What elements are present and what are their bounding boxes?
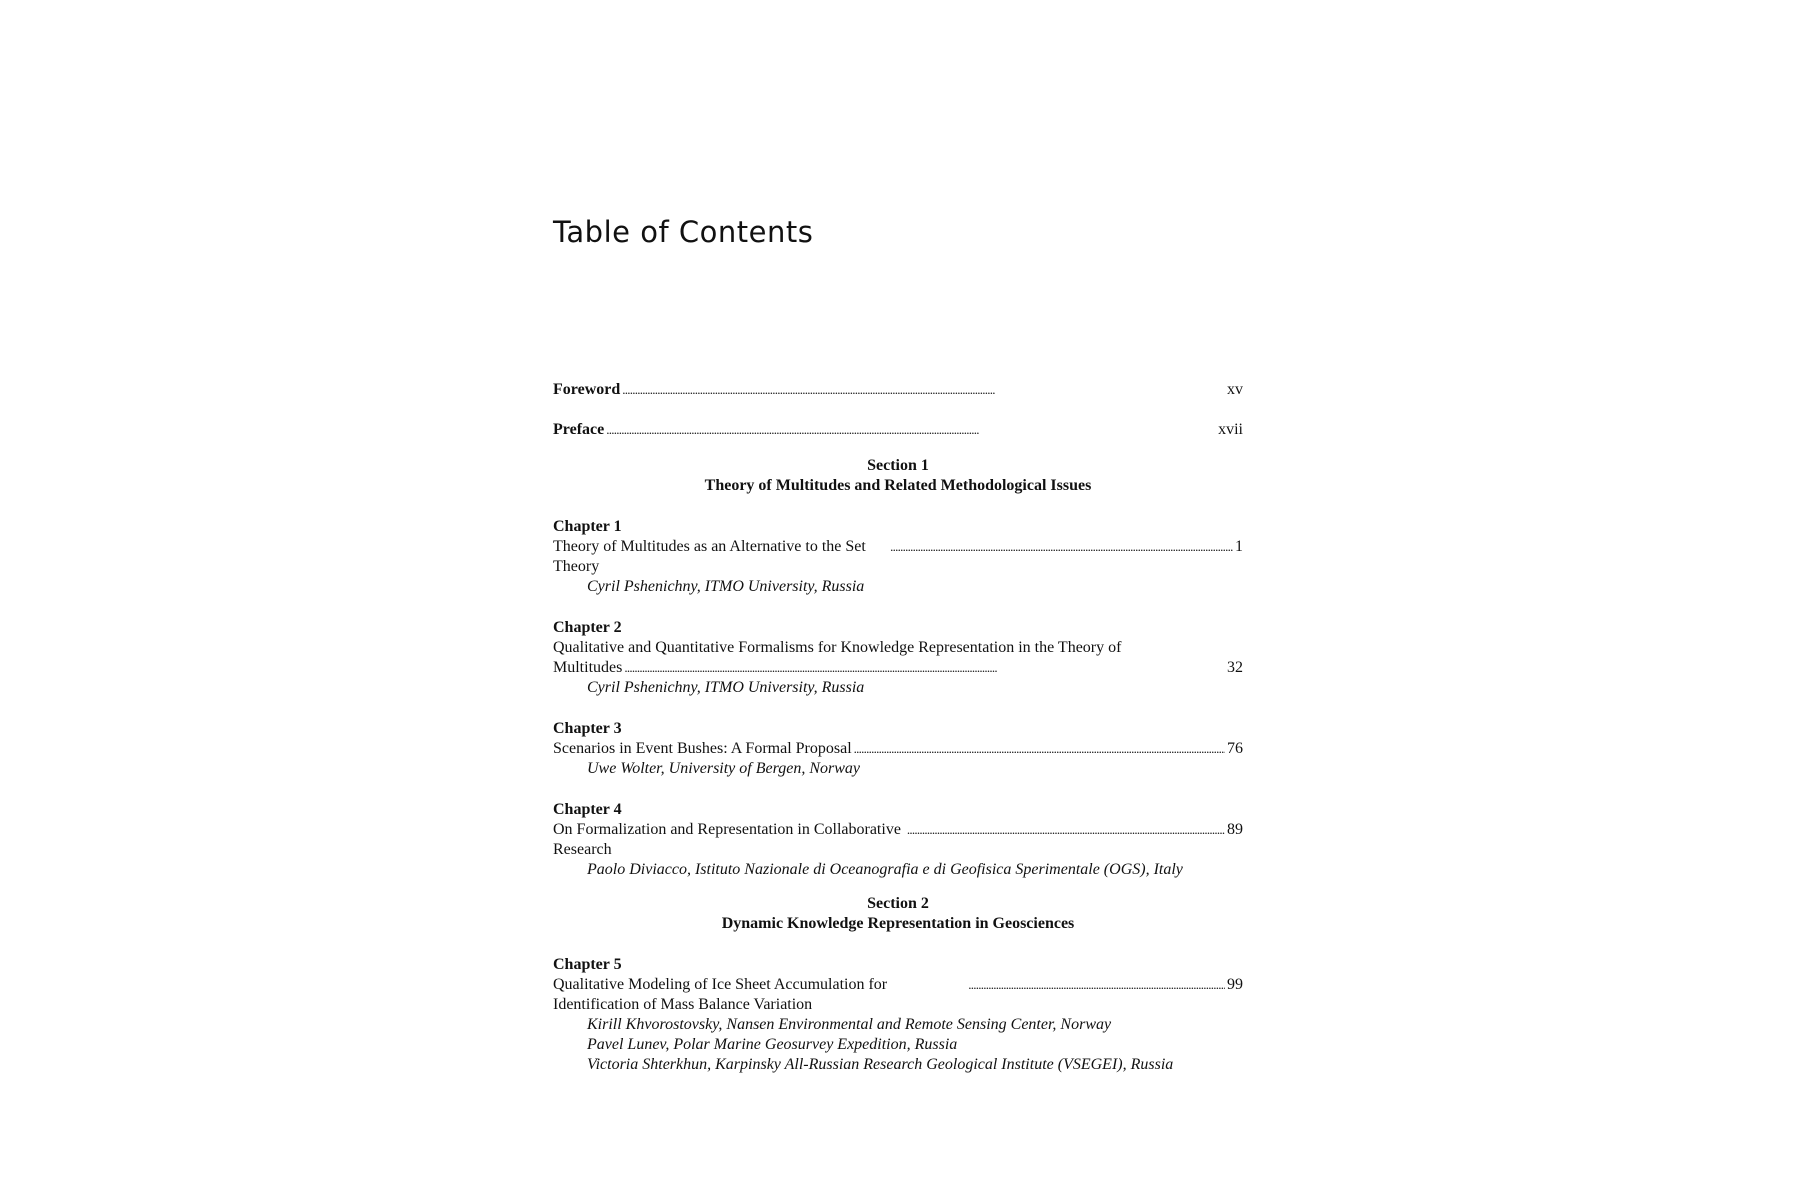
- page-number: 99: [1227, 976, 1243, 993]
- chapter-author: Victoria Shterkhun, Karpinsky All-Russian Research Geological Institute (VSEGEI), Russia: [587, 1056, 1174, 1073]
- toc-entry-chapter-4[interactable]: [553, 800, 1243, 880]
- chapter-author: Cyril Pshenichny, ITMO University, Russia: [587, 679, 865, 696]
- page-number: 76: [1227, 740, 1243, 757]
- dot-leader: [624, 658, 1225, 678]
- section-heading-2: [553, 894, 1243, 934]
- section-title: Theory of Multitudes and Related Methodological Issues: [704, 477, 1092, 494]
- page-title: Table of Contents: [553, 215, 814, 249]
- section-heading-1: [553, 456, 1243, 496]
- dot-leader: [907, 820, 1225, 840]
- toc-entry-foreword[interactable]: [553, 380, 1243, 400]
- chapter-title-line-2: Multitudes: [553, 659, 623, 676]
- section-number: Section 2: [867, 895, 929, 912]
- toc-entry-chapter-1[interactable]: [553, 517, 1243, 597]
- chapter-title: Scenarios in Event Bushes: A Formal Proposal: [553, 740, 852, 757]
- page-number: xv: [1227, 381, 1243, 398]
- entry-title: Foreword: [553, 381, 621, 398]
- toc-entry-chapter-5[interactable]: [553, 955, 1243, 1075]
- toc-entry-preface[interactable]: [553, 420, 1243, 440]
- chapter-title: Theory of Multitudes as an Alternative to the Set Theory: [553, 538, 866, 575]
- chapter-label: Chapter 2: [553, 619, 622, 636]
- dot-leader: [854, 739, 1225, 759]
- chapter-author: Cyril Pshenichny, ITMO University, Russia: [587, 578, 865, 595]
- dot-leader: [968, 975, 1225, 995]
- chapter-title-line-1: Qualitative and Quantitative Formalisms for Knowledge Representation in the Theory of: [553, 639, 1122, 656]
- dot-leader: [606, 420, 1216, 440]
- toc-entry-chapter-2[interactable]: [553, 618, 1243, 698]
- chapter-author: Pavel Lunev, Polar Marine Geosurvey Expedition, Russia: [587, 1036, 958, 1053]
- chapter-label: Chapter 1: [553, 518, 622, 535]
- page-number: 32: [1227, 659, 1243, 676]
- entry-title: Preface: [553, 421, 605, 438]
- chapter-author: Uwe Wolter, University of Bergen, Norway: [587, 760, 861, 777]
- chapter-label: Chapter 3: [553, 720, 622, 737]
- page-number: 1: [1235, 538, 1243, 555]
- chapter-title: Qualitative Modeling of Ice Sheet Accumulation for Identification of Mass Balance Variation: [553, 976, 888, 1013]
- chapter-label: Chapter 4: [553, 801, 622, 818]
- page-number: 89: [1227, 821, 1243, 838]
- page-number: xvii: [1218, 421, 1243, 438]
- toc-list: [553, 380, 1243, 1075]
- chapter-author: Paolo Diviacco, Istituto Nazionale di Oceanografia e di Geofisica Sperimentale (OGS), Italy: [587, 861, 1183, 878]
- section-number: Section 1: [867, 457, 929, 474]
- toc-page: [553, 212, 1243, 1096]
- dot-leader: [890, 537, 1233, 557]
- toc-entry-chapter-3[interactable]: [553, 719, 1243, 779]
- chapter-label: Chapter 5: [553, 956, 622, 973]
- chapter-title: On Formalization and Representation in Collaborative Research: [553, 821, 901, 858]
- chapter-author: Kirill Khvorostovsky, Nansen Environmental and Remote Sensing Center, Norway: [587, 1016, 1112, 1033]
- dot-leader: [622, 380, 1225, 400]
- section-title: Dynamic Knowledge Representation in Geosciences: [721, 915, 1075, 932]
